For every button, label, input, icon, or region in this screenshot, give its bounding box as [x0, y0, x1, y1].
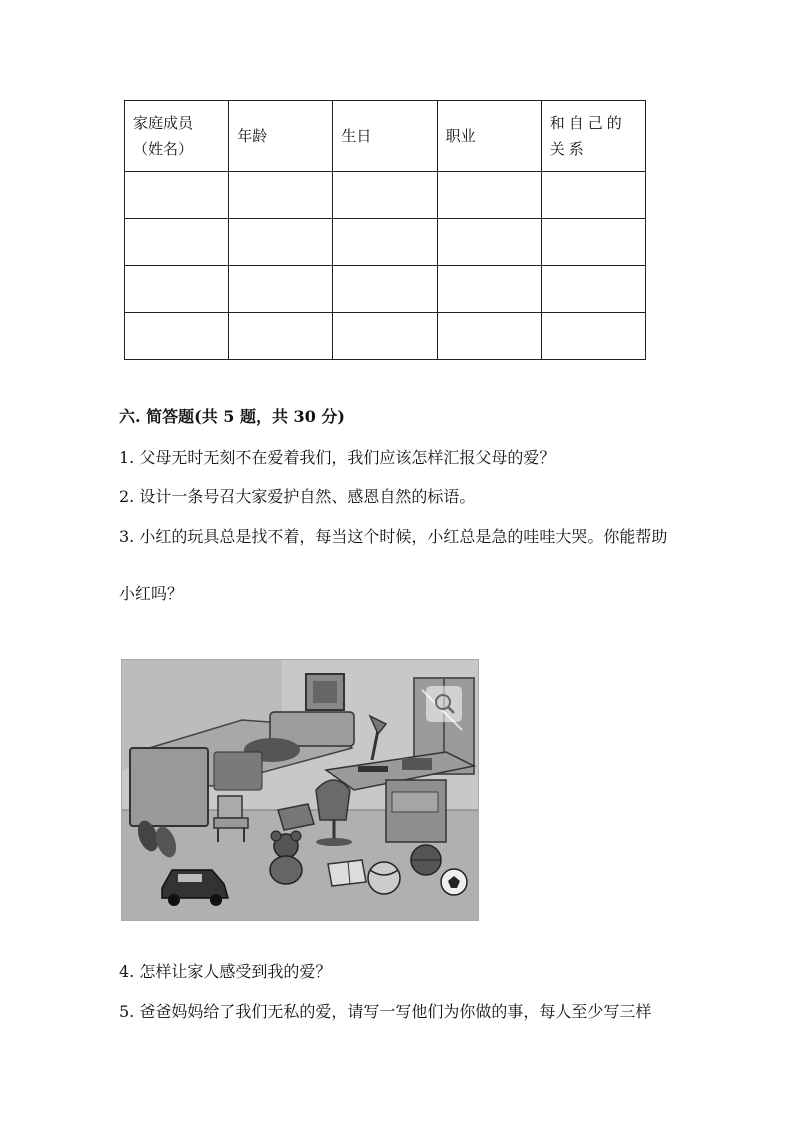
section-heading: 六. 简答题(共 5 题，共 30 分) — [119, 407, 345, 426]
table-cell[interactable] — [125, 266, 229, 313]
question-2: 2. 设计一条号召大家爱护自然、感恩自然的标语。 — [119, 487, 476, 506]
table-row — [125, 219, 646, 266]
header-occupation: 职业 — [437, 101, 541, 172]
table-cell[interactable] — [541, 172, 645, 219]
table-row — [125, 172, 646, 219]
header-birthday: 生日 — [333, 101, 437, 172]
table-cell[interactable] — [541, 266, 645, 313]
table-header-row — [125, 101, 646, 172]
table-cell[interactable] — [229, 313, 333, 360]
question-3-continued: 小红吗？ — [119, 584, 184, 603]
header-age: 年龄 — [229, 101, 333, 172]
table-row — [125, 266, 646, 313]
table-cell[interactable] — [541, 219, 645, 266]
table-cell[interactable] — [437, 266, 541, 313]
messy-bedroom-illustration — [121, 659, 479, 921]
table-cell[interactable] — [229, 172, 333, 219]
wall-picture — [306, 674, 344, 710]
table-cell[interactable] — [333, 219, 437, 266]
table-cell[interactable] — [437, 219, 541, 266]
table-cell[interactable] — [229, 266, 333, 313]
zoom-icon[interactable] — [426, 686, 462, 722]
question-1: 1. 父母无时无刻不在爱着我们，我们应该怎样汇报父母的爱？ — [119, 448, 556, 467]
question-5: 5. 爸爸妈妈给了我们无私的爱，请写一写他们为你做的事，每人至少写三样 — [119, 1002, 652, 1021]
question-4: 4. 怎样让家人感受到我的爱？ — [119, 962, 332, 981]
table-cell[interactable] — [125, 172, 229, 219]
table-cell[interactable] — [333, 313, 437, 360]
table-cell[interactable] — [333, 266, 437, 313]
table-cell[interactable] — [437, 313, 541, 360]
question-3: 3. 小红的玩具总是找不着，每当这个时候，小红总是急的哇哇大哭。你能帮助 — [119, 527, 668, 546]
family-members-table — [124, 100, 646, 360]
table-cell[interactable] — [437, 172, 541, 219]
header-relationship: 和自己的关系 — [541, 101, 645, 172]
table-cell[interactable] — [125, 219, 229, 266]
table-cell[interactable] — [229, 219, 333, 266]
table-cell[interactable] — [333, 172, 437, 219]
header-family-member: 家庭成员（姓名） — [125, 101, 229, 172]
table-row — [125, 313, 646, 360]
table-cell[interactable] — [541, 313, 645, 360]
table-cell[interactable] — [125, 313, 229, 360]
